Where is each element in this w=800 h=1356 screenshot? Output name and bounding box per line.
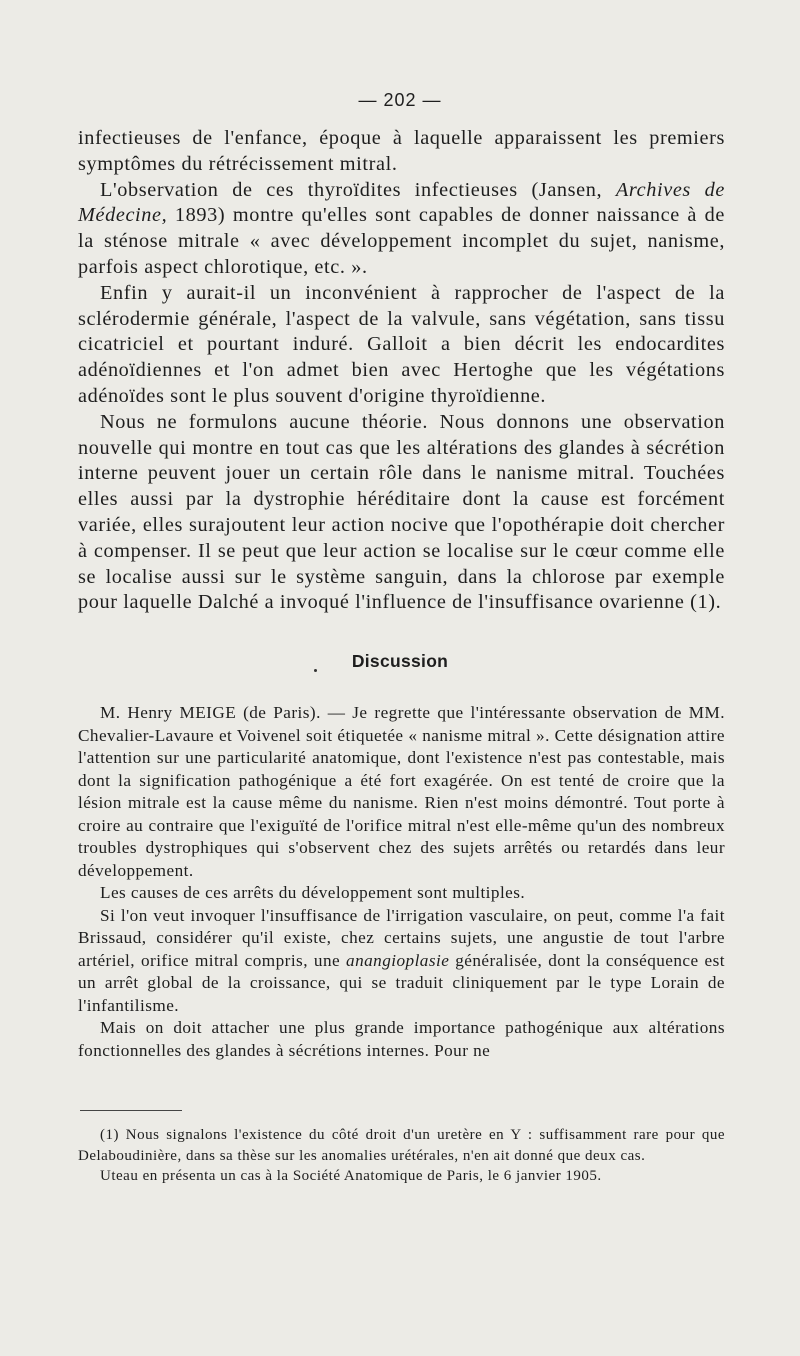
body-text [78,126,725,616]
discussion-text [78,702,725,1062]
footnote-1: (1) Nous signalons l'existence du côté droit d'un uretère en Y : suffisamment rare pour que Delaboudinière, dans sa thèse sur les anomalies urétérales, n'en ait donné que deux cas. [78,1127,725,1164]
paragraph-theorie: Nous ne formulons aucune théorie. Nous donnons une observation nouvelle qui montre en tout cas que les altérations des glandes à sécrétion interne peuvent jouer un certain rôle dans le nanisme mitral. Touchées elles aussi par la dystrophie héréditaire dont la cause est forcément variée, elles surajoutent leur action nocive que l'opothérapie doit chercher à compenser. Il se peut que leur action se localise sur le cœur comme elle se localise aussi sur le système sanguin, dans la chlorose par exemple pour laquelle Dalché a invoqué l'influence de l'insuffisance ovarienne (1). [78,410,725,614]
journal-title: Archives de Médecine, [78,178,725,227]
paragraph-text: 1893) montre qu'elles sont capables de donner naissance à de la sténose mitrale « avec développement incomplet du sujet, nanisme, parfois aspect chlorotique, etc. ». [78,204,725,278]
paragraph-causes: Les causes de ces arrêts du développement sont multiples. [100,883,526,902]
paragraph-continuation: infectieuses de l'enfance, époque à laquelle apparaissent les premiers symptômes du rétrécissement mitral. [78,127,725,175]
paragraph-sclerodermie: Enfin y aurait-il un inconvénient à rapprocher de l'aspect de la sclérodermie générale, l'aspect de la valvule, sans végétation, sans tissu cicatriciel et pourtant induré. Galloit a bien décrit les endocardites adénoïdiennes et l'on admet bien avec Hertoghe que les végétations adénoïdes sont le plus souvent d'origine thyroïdienne. [78,281,725,407]
italic-term: anangioplasie [346,950,450,970]
footnote-rule [80,1110,182,1111]
paragraph-text: L'observation de ces thyroïdites infectieuses (Jansen, [100,178,616,201]
paragraph-importance: Mais on doit attacher une plus grande importance pathogénique aux altérations fonctionnelles des glandes à sécrétions internes. Pour ne [78,1018,725,1060]
paragraph-thyroidites [78,178,725,281]
footnotes [78,1125,725,1187]
paragraph-meige: M. Henry MEIGE (de Paris). — Je regrette que l'intéressante observation de MM. Chevalier-Lavaure et Voivenel soit étiquetée « nanisme mitral ». Cette désignation attire l'attention sur une particularité anatomique, dont l'existence n'est pas contestable, mais dont la signification pathogénique a été fort exagérée. On est tenté de croire que la lésion mitrale est la cause même du nanisme. Rien n'est moins démontré. Tout porte à croire au contraire que l'exiguïté de l'orifice mitral n'est elle-même qu'un des nombreux troubles dystrophiques qui s'observent chez des sujets arrêtés ou retardés dans leur développement. [78,703,725,880]
section-title: Discussion [351,651,449,671]
footnote-1-continued: Uteau en présenta un cas à la Société Anatomique de Paris, le 6 janvier 1905. [100,1168,602,1185]
paragraph-text: généralisée, dont la conséquence est un arrêt global de la croissance, qui se traduit cliniquement par le type Lorain de l'infantilisme. [78,950,725,1015]
page-number: — 202 — [358,90,442,110]
paragraph-text: Si l'on veut invoquer l'insuffisance de l'irrigation vasculaire, on peut, comme l'a fait Brissaud, considérer qu'il existe, chez certains sujets, une angustie de tout l'arbre artériel, orifice mitral compris, une [78,905,725,970]
paragraph-irrigation [78,905,725,1018]
